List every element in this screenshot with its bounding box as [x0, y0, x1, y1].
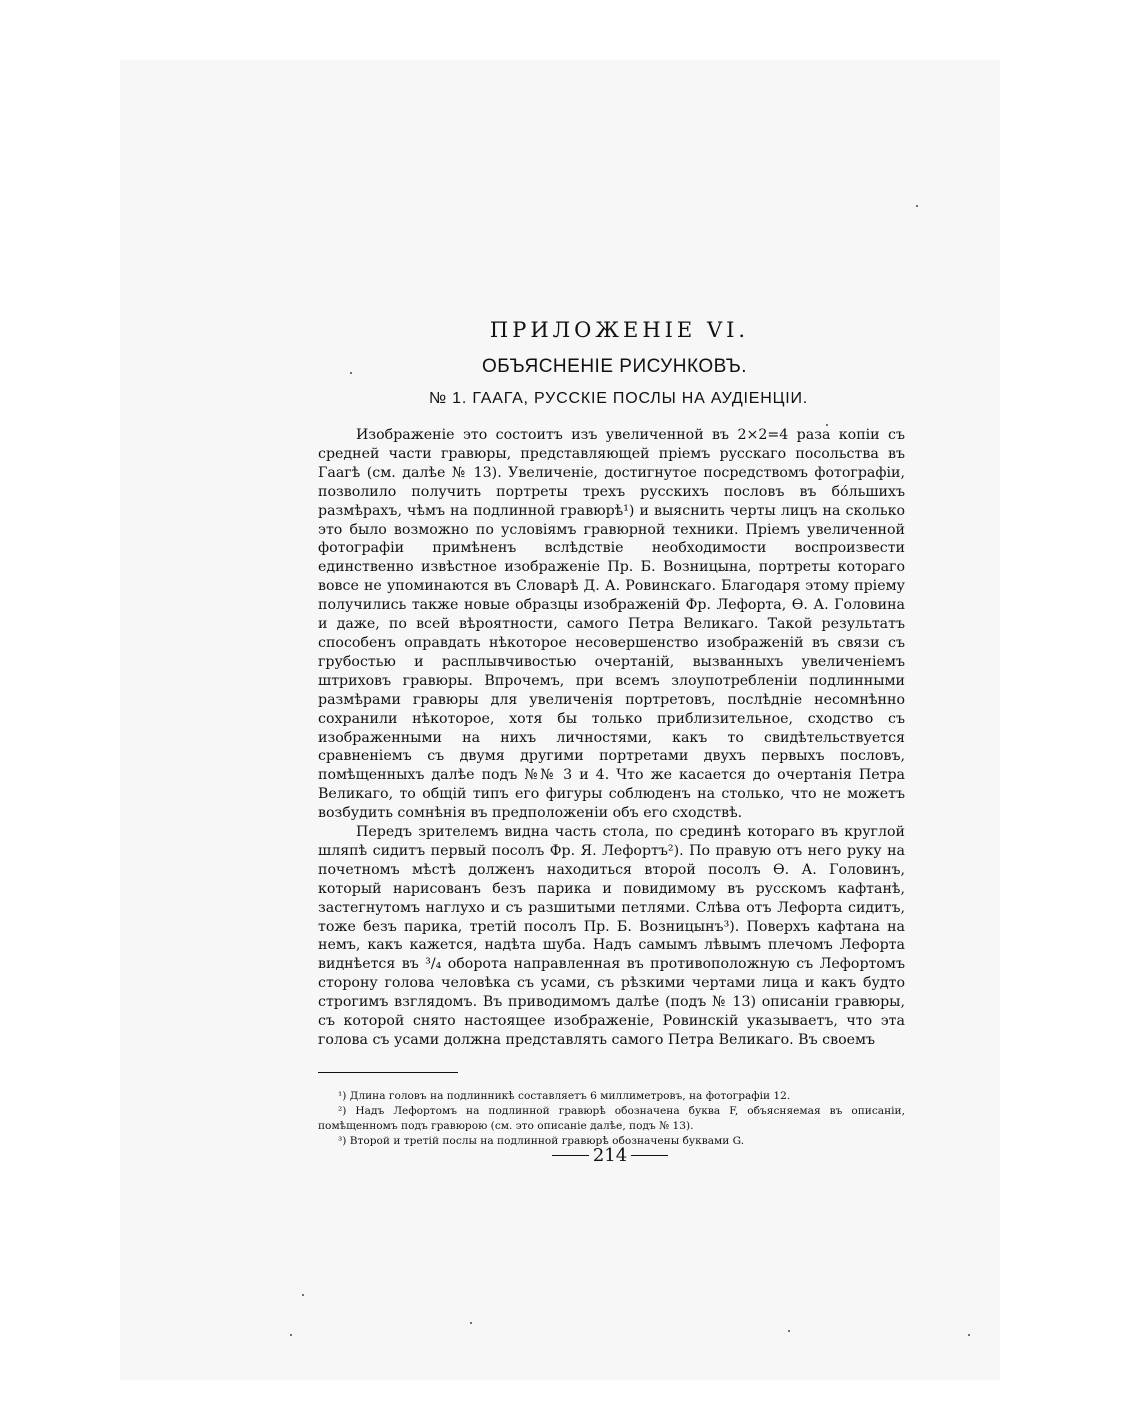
scan-speck — [302, 1294, 304, 1296]
scan-speck — [826, 424, 828, 426]
item-heading: № 1. ГААГА, РУССКIЕ ПОСЛЫ НА АУДIЕНЦIИ. — [428, 390, 809, 407]
appendix-title: ПРИЛОЖЕНIЕ VI. — [489, 318, 750, 342]
body-paragraph-2: Передъ зрителемъ видна часть стола, по срединѣ котораго въ круглой шляпѣ сидитъ первый посолъ Фр. Я. Лефортъ²). По правую отъ него руку на почетномъ мѣстѣ долженъ находиться второй посолъ Ѳ. А. Головинъ, который нарисованъ безъ парика и повидимому въ русскомъ кафтанѣ, застегнутомъ наглухо и съ разшитыми петлями. Слѣва отъ Лефорта сидитъ, тоже безъ парика, третiй посолъ Пр. Б. Возницынъ³). Поверхъ кафтана на немъ, какъ кажется, надѣта шуба. Надъ самымъ лѣвымъ плечомъ Лефорта виднѣется въ ³/₄ оборота направленная въ противоположную съ Лефортомъ сторону голова человѣка съ усами, съ рѣзкими чертами лица и какъ будто строгимъ взглядомъ. Въ приводимомъ далѣе (подъ № 13) описанiи гравюры, съ которой снято настоящее изображенiе, Ровинскiй указываетъ, что эта голова съ усами должна представлять самого Петра Великаго. Въ своемъ — [318, 824, 905, 1048]
page-number-value: 214 — [592, 1145, 628, 1166]
scan-speck — [916, 205, 918, 207]
scan-speck — [350, 372, 352, 374]
scan-speck — [290, 1334, 292, 1336]
scan-speck — [470, 1322, 472, 1324]
footnote-3: ³) Второй и третiй послы на подлинной гравюрѣ обозначены буквами G. — [338, 1134, 745, 1147]
footnote-divider — [318, 1072, 458, 1073]
section-title: ОБЪЯСНЕНIЕ РИСУНКОВЪ. — [481, 356, 748, 377]
footnote-2: ²) Надъ Лефортомъ на подлинной гравюрѣ обозначена буква F, объясняемая въ описанiи, помѣщенномъ подъ гравюрою (см. это описанiе далѣе, подъ № 13). — [318, 1104, 905, 1132]
page-number — [552, 1145, 668, 1166]
footnote-1: ¹) Длина головъ на подлинникѣ составляетъ 6 миллиметровъ, на фотографiи 12. — [338, 1089, 791, 1102]
page-content — [318, 318, 905, 1149]
scan-speck — [968, 1334, 970, 1336]
scan-speck — [788, 1330, 790, 1332]
page-number-dash-right — [631, 1155, 668, 1156]
page-number-dash-left — [552, 1155, 589, 1156]
body-paragraph-1: Изображенiе это состоитъ изъ увеличенной въ 2×2=4 раза копiи съ средней части гравюры, представляющей прiемъ русскаго посольства въ Гаагѣ (см. далѣе № 13). Увеличенiе, достигнутое посредствомъ фотографiи, позволило получить портреты трехъ русскихъ пословъ въ бо́льшихъ размѣрахъ, чѣмъ на подлинной гравюрѣ¹) и выяснить черты лицъ на сколько это было возможно по условiямъ гравюрной техники. Прiемъ увеличенной фотографiи примѣненъ вслѣдствiе необходимости воспроизвести единственно извѣстное изображенiе Пр. Б. Возницына, портреты котораго вовсе не упоминаются въ Словарѣ Д. А. Ровинскаго. Благодаря этому прiему получились также новые образцы изображенiй Фр. Лефорта, Ѳ. А. Головина и даже, по всей вѣроятности, самого Петра Великаго. Такой результатъ способенъ оправдать нѣкоторое несовершенство изображенiй въ связи съ грубостью и расплывчивостью очертанiй, вызванныхъ увеличенiемъ штриховъ гравюры. Впрочемъ, при всемъ злоупотребленiи подлинными размѣрами гравюры для увеличенiя портретовъ, послѣднiе несомнѣнно сохранили нѣкоторое, хотя бы только приблизительное, сходство съ изображенными на нихъ личностями, какъ то свидѣтельствуется сравненiемъ съ двумя другими портретами двухъ первыхъ пословъ, помѣщенныхъ далѣе подъ №№ 3 и 4. Что же касается до очертанiя Петра Великаго, то общiй типъ его фигуры соблюденъ на столько, что не можетъ возбудить сомнѣнiя въ предположенiи объ его сходствѣ. — [318, 427, 905, 822]
